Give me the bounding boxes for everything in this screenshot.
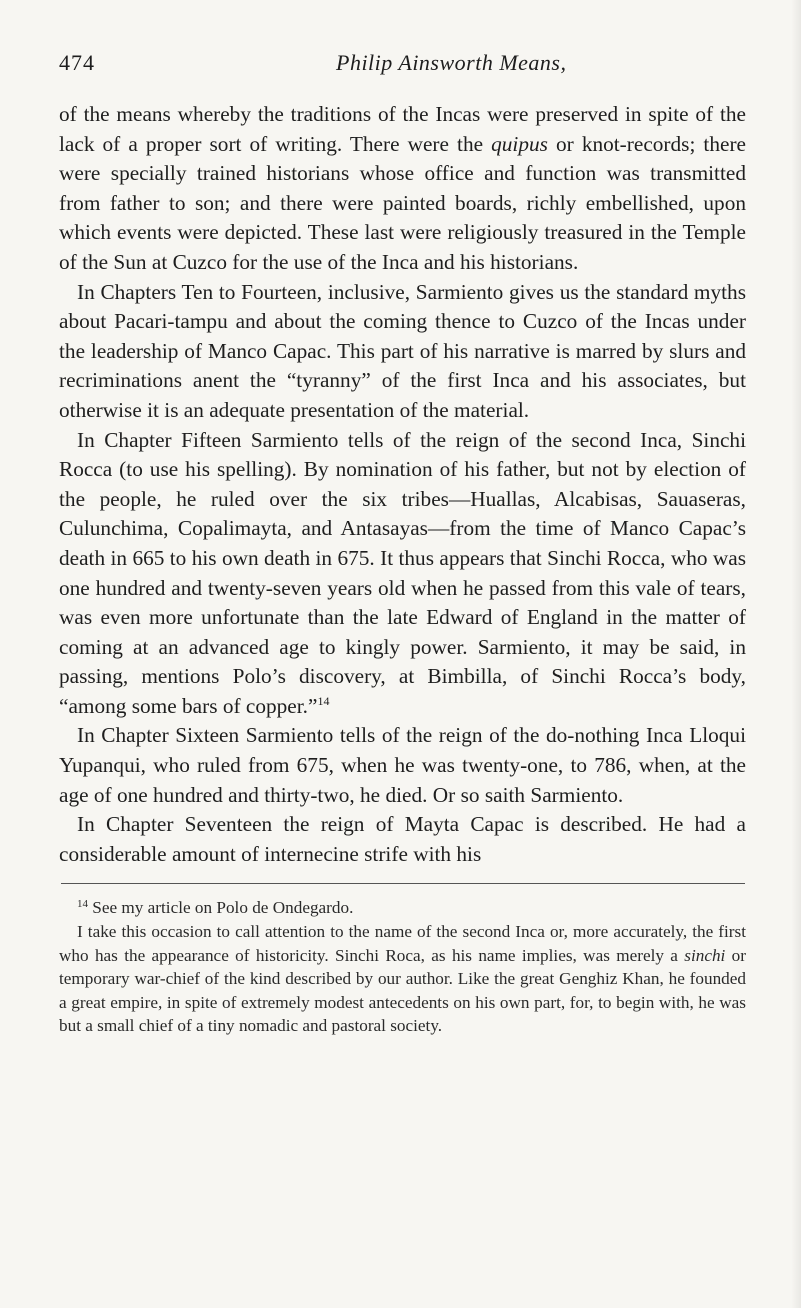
footnote-note-text-a: I take this occasion to call attention to the name of the second Inca or, more accurately, the first who has the appearance of historicity. Sinchi Roca, as his name implies, was merely a [59, 922, 746, 965]
book-page [59, 50, 746, 1038]
footnote-14 [59, 896, 746, 920]
page-edge-shadow [791, 0, 801, 1308]
quipus-term: quipus [491, 131, 548, 156]
paragraph-4: In Chapter Sixteen Sarmiento tells of the reign of the do-nothing Inca Lloqui Yupanqui, who ruled from 675, when he was twenty-one, to 786, when, at the age of one hundred and thirty-two, he died. Or so saith Sarmiento. [59, 723, 746, 807]
page-header [59, 50, 746, 80]
footnote-note [59, 920, 746, 1038]
footnote-14-text: See my article on Polo de Ondegardo. [88, 898, 354, 918]
footnote-number: 14 [77, 898, 88, 911]
sinchi-term: sinchi [684, 945, 726, 965]
body-text [59, 100, 746, 869]
paragraph-1-text-a: of the means whereby the traditions of the Incas were preserved in spite of the lack of a proper sort of writing. There were the [59, 102, 746, 156]
paragraph-5: In Chapter Seventeen the reign of Mayta Capac is described. He had a considerable amount of internecine strife with his [59, 812, 746, 866]
paragraph-1-text-b: or knot-records; there were specially trained historians whose office and function was transmitted from father to son; and there were painted boards, richly embellished, upon which events were depicted. These last were religiously treasured in the Temple of the Sun at Cuzco for the use of the Inca and his historians. [59, 131, 746, 274]
page-number: 474 [59, 50, 95, 75]
paragraph-1 [59, 100, 746, 278]
running-head: Philip Ainsworth Means, [336, 50, 567, 75]
paragraph-3 [59, 426, 746, 722]
footnote-note-text-b: or temporary war-chief of the kind described by our author. Like the great Genghiz Khan, he founded a great empire, in spite of extremely modest antecedents on his own part, for, to begin with, he was but a small chief of a tiny nomadic and pastoral society. [59, 945, 746, 1036]
footnote-reference-14[interactable]: 14 [317, 693, 330, 708]
paragraph-2: In Chapters Ten to Fourteen, inclusive, Sarmiento gives us the standard myths about Pacari-tampu and about the coming thence to Cuzco of the Incas under the leadership of Manco Capac. This part of his narrative is marred by slurs and recriminations anent the “tyranny” of the first Inca and his associates, but otherwise it is an adequate presentation of the material. [59, 279, 746, 422]
footnote-divider [61, 883, 745, 884]
footnotes [59, 896, 746, 1038]
paragraph-3-text: In Chapter Fifteen Sarmiento tells of the reign of the second Inca, Sinchi Rocca (to use his spelling). By nomination of his father, but not by election of the people, he ruled over the six tribes—Huallas, Alcabisas, Sauaseras, Culunchima, Copalimayta, and Antasayas—from the time of Manco Capac’s death in 665 to his own death in 675. It thus appears that Sinchi Rocca, who was one hundred and twenty-seven years old when he passed from this vale of tears, was even more unfortunate than the late Edward of England in the matter of coming at an advanced age to kingly power. Sarmiento, it may be said, in passing, mentions Polo’s discovery, at Bimbilla, of Sinchi Rocca’s body, “among some bars of copper.” [59, 427, 746, 718]
